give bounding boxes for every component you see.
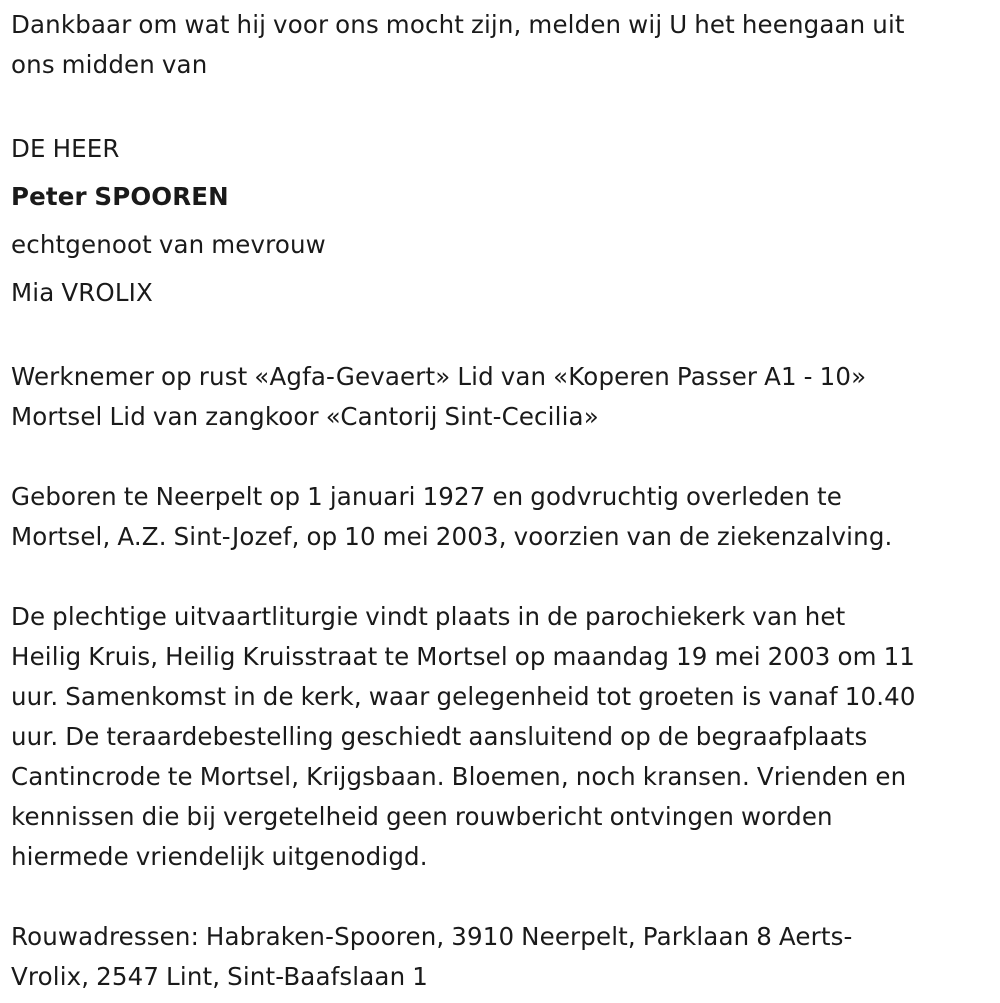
funeral-line: De plechtige uitvaartliturgie vindt plaats in de parochiekerk van het (11, 602, 846, 631)
deceased-block (11, 125, 996, 317)
funeral-line: kennissen die bij vergetelheid geen rouwbericht ontvingen worden (11, 802, 833, 831)
intro-paragraph (11, 5, 996, 85)
deceased-spouse: Mia VROLIX (11, 278, 153, 307)
funeral-line: Heilig Kruis, Heilig Kruisstraat te Mortsel op maandag 19 mei 2003 om 11 (11, 642, 916, 671)
spacer (11, 557, 996, 597)
spacer (11, 317, 996, 357)
spacer (11, 85, 996, 125)
funeral-paragraph (11, 597, 996, 877)
intro-line-2: ons midden van (11, 50, 208, 79)
addresses-line-1: Rouwadressen: Habraken-Spooren, 3910 Neerpelt, Parklaan 8 Aerts- (11, 922, 853, 951)
deceased-name: Peter SPOOREN (11, 182, 229, 211)
intro-line-1: Dankbaar om wat hij voor ons mocht zijn, melden wij U het heengaan uit (11, 10, 905, 39)
deceased-relation: echtgenoot van mevrouw (11, 230, 326, 259)
memberships-line-2: Mortsel Lid van zangkoor «Cantorij Sint-Cecilia» (11, 402, 599, 431)
life-line-1: Geboren te Neerpelt op 1 januari 1927 en godvruchtig overleden te (11, 482, 842, 511)
spacer (11, 877, 996, 917)
addresses-line-2: Vrolix, 2547 Lint, Sint-Baafslaan 1 (11, 962, 428, 991)
deceased-title: DE HEER (11, 134, 120, 163)
funeral-line: uur. De teraardebestelling geschiedt aansluitend op de begraafplaats (11, 722, 868, 751)
life-line-2: Mortsel, A.Z. Sint-Jozef, op 10 mei 2003, voorzien van de ziekenzalving. (11, 522, 893, 551)
funeral-line: uur. Samenkomst in de kerk, waar gelegenheid tot groeten is vanaf 10.40 (11, 682, 916, 711)
memberships-paragraph (11, 357, 996, 437)
spacer (11, 437, 996, 477)
funeral-line: hiermede vriendelijk uitgenodigd. (11, 842, 428, 871)
obituary-document (11, 5, 996, 997)
funeral-line: Cantincrode te Mortsel, Krijgsbaan. Bloemen, noch kransen. Vrienden en (11, 762, 907, 791)
life-paragraph (11, 477, 996, 557)
memberships-line-1: Werknemer op rust «Agfa-Gevaert» Lid van «Koperen Passer A1 - 10» (11, 362, 867, 391)
addresses-paragraph (11, 917, 996, 997)
